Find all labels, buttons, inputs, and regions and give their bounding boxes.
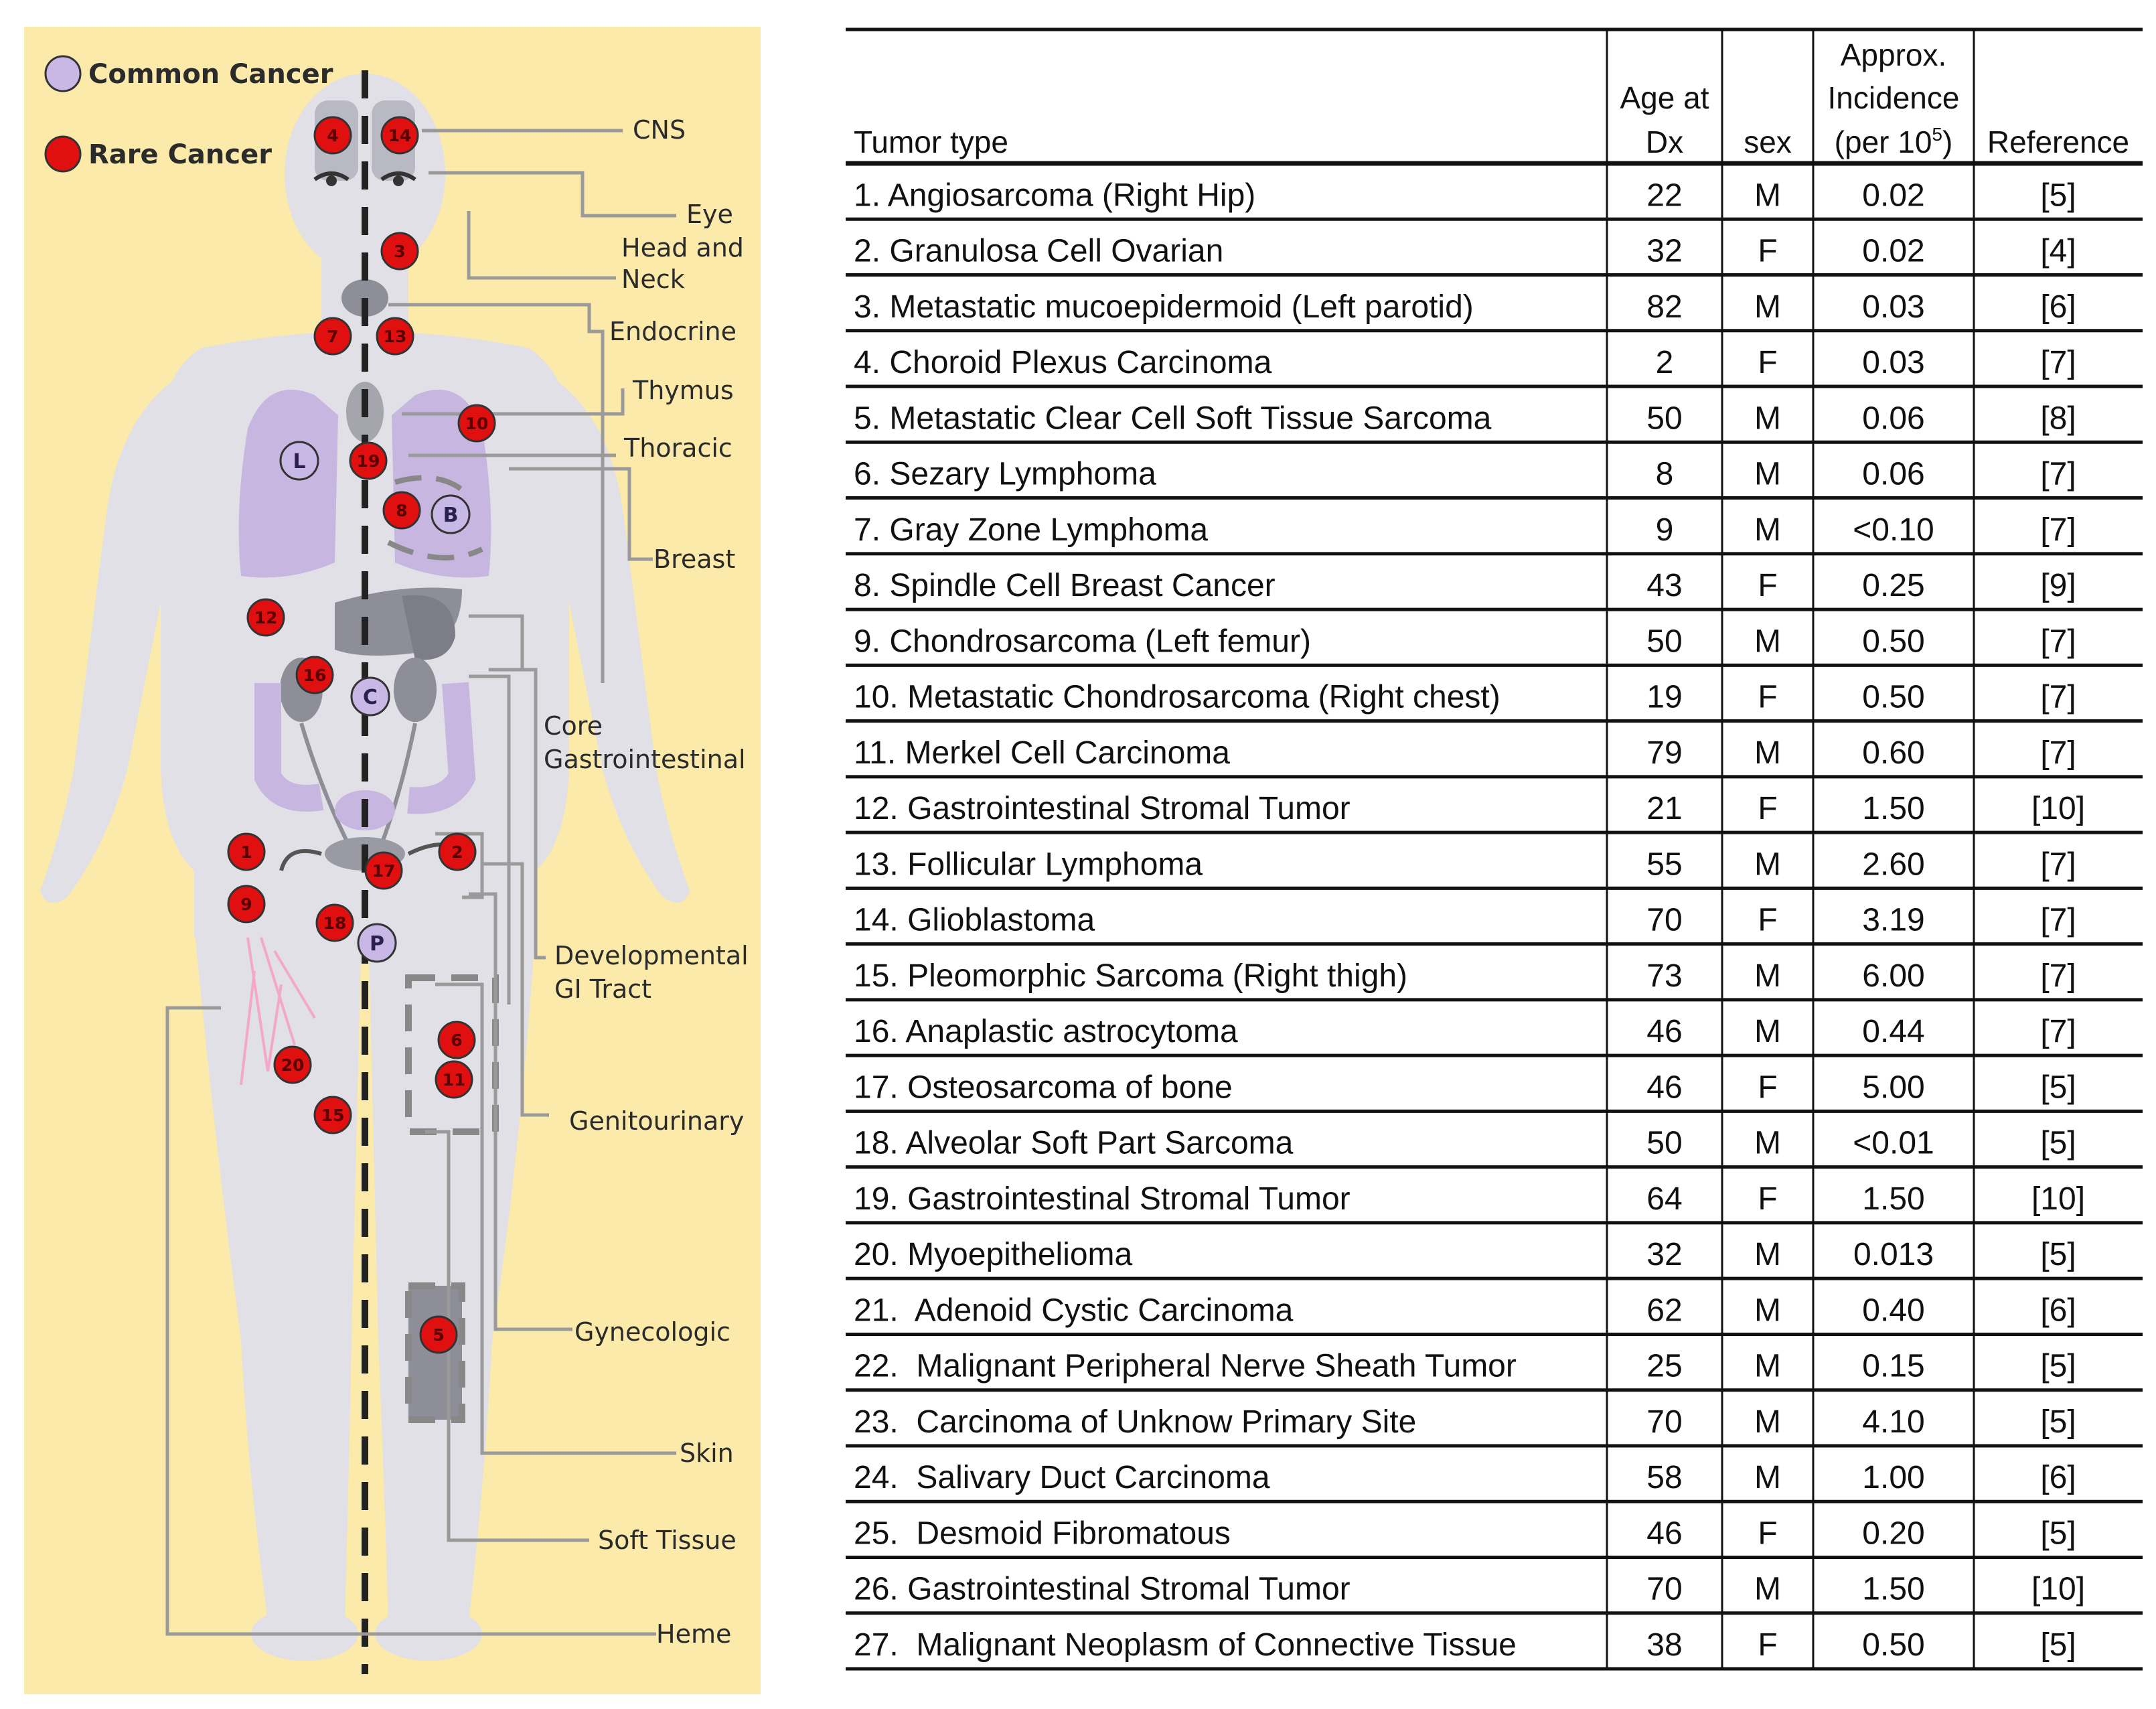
cell-age: 82: [1646, 289, 1683, 325]
rare-marker-6: [439, 1022, 475, 1058]
table-row: [846, 903, 2143, 944]
cell-incidence: 0.50: [1862, 679, 1925, 715]
common-cancer-swatch: [46, 56, 80, 91]
svg-text:C: C: [362, 686, 378, 709]
cell-age: 58: [1646, 1460, 1683, 1496]
svg-text:17: 17: [372, 861, 396, 881]
rare-marker-4: [315, 117, 351, 153]
table-row: [846, 1014, 2143, 1055]
cell-incidence: 1.50: [1862, 1571, 1925, 1607]
cell-incidence: 0.15: [1862, 1348, 1925, 1384]
svg-text:4: 4: [327, 126, 339, 145]
rare-marker-17: [366, 852, 402, 889]
cell-tumor: 18. Alveolar Soft Part Sarcoma: [854, 1125, 1294, 1161]
table-row: [846, 457, 2143, 498]
rare-marker-11: [436, 1061, 472, 1098]
cell-age: 50: [1646, 400, 1683, 437]
table-row: [846, 1404, 2143, 1446]
svg-text:11: 11: [442, 1070, 466, 1090]
cell-sex: M: [1754, 177, 1781, 214]
cell-ref: [7]: [2040, 1014, 2076, 1050]
cell-ref: [5]: [2040, 1404, 2076, 1440]
cell-incidence: 0.02: [1862, 177, 1925, 214]
cell-sex: F: [1758, 345, 1778, 381]
rare-marker-9: [228, 886, 264, 922]
table-row: [846, 791, 2143, 832]
svg-text:8: 8: [396, 501, 408, 520]
cell-tumor: 16. Anaplastic astrocytoma: [854, 1014, 1238, 1050]
table-row: [846, 1237, 2143, 1278]
eye-right-pupil: [393, 175, 404, 186]
cell-incidence: 0.44: [1862, 1014, 1925, 1050]
cell-ref: [7]: [2040, 958, 2076, 994]
label-thoracic: Thoracic: [624, 433, 733, 463]
cell-age: 25: [1646, 1348, 1683, 1384]
cell-tumor: 25. Desmoid Fibromatous: [854, 1515, 1231, 1552]
label-head-and: Head and: [621, 233, 744, 263]
cell-sex: M: [1754, 456, 1781, 492]
header-sex: sex: [1744, 125, 1792, 159]
common-marker-breast: [432, 496, 469, 533]
svg-text:P: P: [370, 932, 384, 956]
cell-tumor: 22. Malignant Peripheral Nerve Sheath Tumor: [854, 1348, 1517, 1384]
table-row: [846, 512, 2143, 554]
cell-ref: [7]: [2040, 735, 2076, 771]
svg-text:6: 6: [451, 1031, 463, 1050]
table-row: [846, 623, 2143, 665]
cell-tumor: 26. Gastrointestinal Stromal Tumor: [854, 1571, 1351, 1607]
cell-age: 62: [1646, 1292, 1683, 1329]
svg-text:13: 13: [383, 327, 407, 346]
cell-sex: M: [1754, 1348, 1781, 1384]
table-row: [846, 1292, 2143, 1334]
cell-sex: M: [1754, 512, 1781, 548]
cell-tumor: 4. Choroid Plexus Carcinoma: [854, 345, 1272, 381]
cell-sex: M: [1754, 289, 1781, 325]
cell-sex: M: [1754, 958, 1781, 994]
cell-tumor: 10. Metastatic Chondrosarcoma (Right chest): [854, 679, 1500, 715]
rare-marker-15: [315, 1097, 351, 1133]
cell-sex: F: [1758, 791, 1778, 827]
svg-text:12: 12: [254, 608, 278, 627]
cell-age: 21: [1646, 791, 1683, 827]
cell-ref: [7]: [2040, 345, 2076, 381]
cell-age: 50: [1646, 623, 1683, 660]
table-row: [846, 735, 2143, 777]
cell-age: 38: [1646, 1627, 1683, 1663]
cell-incidence: <0.01: [1853, 1125, 1934, 1161]
cell-sex: M: [1754, 1404, 1781, 1440]
common-marker-prostate: [358, 924, 396, 962]
svg-text:19: 19: [356, 451, 380, 471]
label-gi-tract: GI Tract: [554, 974, 652, 1004]
legend-common-label: Common Cancer: [88, 59, 333, 90]
svg-text:B: B: [443, 504, 459, 527]
cell-sex: M: [1754, 735, 1781, 771]
cell-tumor: 9. Chondrosarcoma (Left femur): [854, 623, 1311, 660]
cell-sex: F: [1758, 233, 1778, 269]
cell-sex: M: [1754, 623, 1781, 660]
rare-marker-19: [350, 443, 386, 479]
cell-ref: [5]: [2040, 1237, 2076, 1273]
cell-age: 8: [1655, 456, 1674, 492]
rare-marker-7: [315, 318, 351, 354]
svg-text:9: 9: [240, 895, 252, 914]
cell-incidence: 0.06: [1862, 400, 1925, 437]
label-gynecologic: Gynecologic: [574, 1317, 730, 1347]
cell-sex: F: [1758, 1515, 1778, 1552]
svg-text:3: 3: [394, 242, 406, 261]
cell-incidence: 0.60: [1862, 735, 1925, 771]
tumor-table: [846, 29, 2143, 1669]
cell-tumor: 27. Malignant Neoplasm of Connective Tissue: [854, 1627, 1517, 1663]
label-neck: Neck: [621, 265, 685, 294]
cell-age: 79: [1646, 735, 1683, 771]
cell-age: 22: [1646, 177, 1683, 214]
table-row: [846, 234, 2143, 275]
cell-sex: M: [1754, 1125, 1781, 1161]
cell-incidence: 0.50: [1862, 1627, 1925, 1663]
cell-incidence: 1.50: [1862, 1181, 1925, 1217]
label-gastrointestinal: Gastrointestinal: [544, 745, 746, 774]
svg-text:L: L: [293, 450, 306, 473]
cell-sex: F: [1758, 902, 1778, 938]
eye-left-pupil: [326, 175, 337, 186]
cell-ref: [7]: [2040, 846, 2076, 883]
cell-incidence: 3.19: [1862, 902, 1925, 938]
cell-age: 9: [1655, 512, 1674, 548]
cell-sex: F: [1758, 679, 1778, 715]
cell-incidence: 2.60: [1862, 846, 1925, 883]
table-row: [846, 1515, 2143, 1557]
cell-age: 73: [1646, 958, 1683, 994]
cell-age: 70: [1646, 1404, 1683, 1440]
cell-sex: M: [1754, 846, 1781, 883]
cell-tumor: 2. Granulosa Cell Ovarian: [854, 233, 1224, 269]
svg-text:16: 16: [303, 666, 327, 685]
label-cns: CNS: [633, 115, 686, 145]
label-thymus: Thymus: [633, 376, 734, 405]
cell-incidence: 0.06: [1862, 456, 1925, 492]
cell-incidence: 6.00: [1862, 958, 1925, 994]
table-row: [846, 1181, 2143, 1223]
label-eye: Eye: [686, 200, 733, 229]
rare-marker-5: [420, 1317, 457, 1353]
rare-marker-1: [228, 834, 264, 870]
rare-marker-20: [275, 1047, 311, 1083]
cell-incidence: 0.03: [1862, 289, 1925, 325]
cell-ref: [6]: [2040, 1292, 2076, 1329]
rare-marker-16: [297, 657, 333, 693]
label-endocrine: Endocrine: [609, 317, 737, 346]
cell-incidence: 0.50: [1862, 623, 1925, 660]
cell-age: 70: [1646, 1571, 1683, 1607]
cell-age: 46: [1646, 1069, 1683, 1106]
cell-incidence: 1.50: [1862, 791, 1925, 827]
cell-sex: M: [1754, 400, 1781, 437]
kidney-right: [394, 658, 437, 722]
rare-marker-3: [382, 233, 418, 269]
cell-sex: F: [1758, 1627, 1778, 1663]
label-developmental: Developmental: [554, 941, 749, 970]
cell-age: 32: [1646, 1237, 1683, 1273]
cell-age: 46: [1646, 1515, 1683, 1552]
cell-incidence: <0.10: [1853, 512, 1934, 548]
cell-tumor: 13. Follicular Lymphoma: [854, 846, 1203, 883]
cell-tumor: 19. Gastrointestinal Stromal Tumor: [854, 1181, 1351, 1217]
cell-ref: [5]: [2040, 1627, 2076, 1663]
cell-ref: [6]: [2040, 1460, 2076, 1496]
rare-marker-10: [459, 405, 495, 441]
header-age-line1: Age at: [1620, 80, 1709, 115]
table-row: [846, 1349, 2143, 1390]
cell-ref: [10]: [2031, 1181, 2086, 1217]
cell-tumor: 3. Metastatic mucoepidermoid (Left parotid): [854, 289, 1474, 325]
cell-sex: M: [1754, 1571, 1781, 1607]
table-row: [846, 1069, 2143, 1111]
cell-tumor: 17. Osteosarcoma of bone: [854, 1069, 1233, 1106]
cell-sex: M: [1754, 1292, 1781, 1329]
cell-tumor: 20. Myoepithelioma: [854, 1237, 1133, 1273]
cell-tumor: 6. Sezary Lymphoma: [854, 456, 1156, 492]
label-core: Core: [544, 711, 603, 741]
table-header: [854, 38, 2129, 159]
cell-ref: [7]: [2040, 456, 2076, 492]
cell-incidence: 4.10: [1862, 1404, 1925, 1440]
lung-left: [239, 390, 338, 578]
cell-tumor: 15. Pleomorphic Sarcoma (Right thigh): [854, 958, 1408, 994]
cell-incidence: 5.00: [1862, 1069, 1925, 1106]
cell-tumor: 14. Glioblastoma: [854, 902, 1095, 938]
svg-text:14: 14: [388, 126, 412, 145]
rare-marker-18: [317, 905, 353, 941]
label-genitourinary: Genitourinary: [569, 1106, 745, 1136]
cell-sex: F: [1758, 1069, 1778, 1106]
header-incidence-line3: (per $10^5$): [1834, 124, 1953, 159]
svg-text:20: 20: [281, 1055, 305, 1075]
cell-tumor: 23. Carcinoma of Unknow Primary Site: [854, 1404, 1417, 1440]
cell-age: 64: [1646, 1181, 1683, 1217]
body-diagram: [24, 27, 761, 1694]
cell-incidence: 0.25: [1862, 568, 1925, 604]
table-row: [846, 1126, 2143, 1167]
svg-text:2: 2: [451, 842, 463, 862]
cell-ref: [9]: [2040, 568, 2076, 604]
cell-incidence: 1.00: [1862, 1460, 1925, 1496]
cell-incidence: 0.013: [1853, 1237, 1934, 1273]
cell-ref: [7]: [2040, 679, 2076, 715]
cell-age: 50: [1646, 1125, 1683, 1161]
cell-age: 46: [1646, 1014, 1683, 1050]
table-row: [846, 289, 2143, 331]
svg-text:1: 1: [240, 842, 252, 862]
cell-age: 43: [1646, 568, 1683, 604]
cell-ref: [6]: [2040, 289, 2076, 325]
table-row: [846, 568, 2143, 609]
cell-age: 55: [1646, 846, 1683, 883]
table-row: [846, 846, 2143, 888]
table-row: [846, 1460, 2143, 1501]
label-heme: Heme: [656, 1619, 732, 1649]
cell-age: 32: [1646, 233, 1683, 269]
cell-ref: [4]: [2040, 233, 2076, 269]
cell-tumor: 11. Merkel Cell Carcinoma: [854, 735, 1230, 771]
header-incidence-line2: Incidence: [1827, 80, 1960, 115]
header-incidence-line1: Approx.: [1840, 38, 1947, 72]
cell-sex: F: [1758, 568, 1778, 604]
rare-marker-2: [439, 834, 475, 870]
cell-incidence: 0.03: [1862, 345, 1925, 381]
svg-text:7: 7: [327, 327, 339, 346]
common-marker-lung: [281, 442, 318, 479]
cell-tumor: 7. Gray Zone Lymphoma: [854, 512, 1209, 548]
label-soft-tissue: Soft Tissue: [598, 1526, 737, 1555]
svg-text:18: 18: [323, 913, 347, 933]
header-reference: Reference: [1987, 125, 2130, 159]
cell-tumor: 8. Spindle Cell Breast Cancer: [854, 568, 1276, 604]
table-row: [846, 958, 2143, 1000]
cell-ref: [5]: [2040, 1069, 2076, 1106]
cell-sex: M: [1754, 1237, 1781, 1273]
cell-ref: [5]: [2040, 1348, 2076, 1384]
cell-sex: F: [1758, 1181, 1778, 1217]
common-marker-colon: [352, 678, 389, 715]
label-breast: Breast: [653, 544, 736, 574]
cell-sex: M: [1754, 1014, 1781, 1050]
cell-ref: [8]: [2040, 400, 2076, 437]
cell-ref: [5]: [2040, 177, 2076, 214]
cell-age: 19: [1646, 679, 1683, 715]
cell-age: 70: [1646, 902, 1683, 938]
rare-marker-8: [384, 492, 420, 528]
rare-marker-14: [382, 117, 418, 153]
cell-age: 2: [1655, 345, 1674, 381]
legend-rare-label: Rare Cancer: [88, 139, 272, 170]
table-row: [846, 400, 2143, 442]
cell-ref: [10]: [2031, 791, 2086, 827]
table-row: [846, 1572, 2143, 1613]
header-tumor-type: Tumor type: [854, 125, 1008, 159]
cell-ref: [7]: [2040, 902, 2076, 938]
cell-tumor: 21. Adenoid Cystic Carcinoma: [854, 1292, 1294, 1329]
cell-tumor: 12. Gastrointestinal Stromal Tumor: [854, 791, 1351, 827]
table-row: [846, 680, 2143, 721]
cell-ref: [5]: [2040, 1125, 2076, 1161]
table-row: [846, 177, 2143, 219]
cell-tumor: 1. Angiosarcoma (Right Hip): [854, 177, 1256, 214]
cell-tumor: 5. Metastatic Clear Cell Soft Tissue Sarcoma: [854, 400, 1492, 437]
table-rows: [846, 163, 2143, 1669]
cell-incidence: 0.02: [1862, 233, 1925, 269]
cell-incidence: 0.40: [1862, 1292, 1925, 1329]
cell-tumor: 24. Salivary Duct Carcinoma: [854, 1460, 1270, 1496]
svg-text:10: 10: [465, 414, 489, 433]
svg-text:5: 5: [433, 1325, 445, 1345]
label-skin: Skin: [680, 1438, 734, 1468]
table-row: [846, 1627, 2143, 1669]
table-row: [846, 345, 2143, 386]
rare-cancer-swatch: [46, 137, 80, 171]
rare-marker-13: [377, 318, 413, 354]
cell-ref: [10]: [2031, 1571, 2086, 1607]
cell-ref: [5]: [2040, 1515, 2076, 1552]
cell-sex: M: [1754, 1460, 1781, 1496]
header-age-line2: Dx: [1645, 125, 1684, 159]
rare-marker-12: [248, 599, 284, 636]
cell-incidence: 0.20: [1862, 1515, 1925, 1552]
cell-ref: [7]: [2040, 512, 2076, 548]
svg-text:15: 15: [321, 1106, 345, 1125]
cell-ref: [7]: [2040, 623, 2076, 660]
